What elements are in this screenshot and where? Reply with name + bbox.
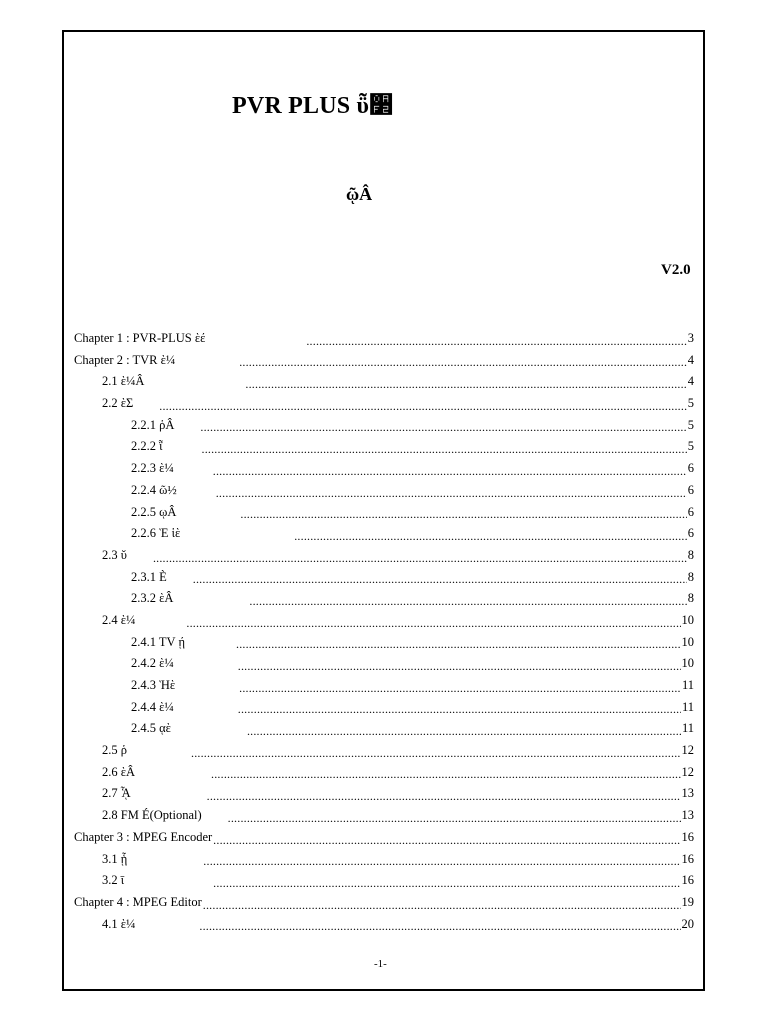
toc-entry-label: Chapter 4 : MPEG Editor	[74, 894, 202, 909]
toc-dot-leader	[236, 632, 681, 654]
toc-entry[interactable]	[74, 567, 694, 589]
toc-entry[interactable]	[74, 914, 694, 936]
toc-entry-page: 8	[687, 591, 694, 606]
toc-entry[interactable]	[74, 827, 694, 849]
toc-entry-label: 2.2 ὲΣ	[102, 396, 134, 411]
toc-dot-leader	[200, 415, 686, 437]
toc-entry-page: 5	[687, 439, 694, 454]
toc-entry-page: 5	[687, 396, 694, 411]
toc-dot-leader	[294, 523, 687, 545]
toc-entry[interactable]	[74, 523, 694, 545]
toc-dot-leader	[207, 783, 681, 805]
toc-dot-leader	[249, 588, 686, 610]
toc-entry[interactable]	[74, 328, 694, 350]
toc-entry[interactable]	[74, 783, 694, 805]
toc-dot-leader	[213, 870, 680, 892]
toc-entry-page: 6	[687, 482, 694, 497]
toc-entry[interactable]	[74, 393, 694, 415]
toc-dot-leader	[159, 393, 686, 415]
toc-dot-leader	[211, 762, 680, 784]
toc-entry-page: 6	[687, 461, 694, 476]
toc-dot-leader	[245, 371, 686, 393]
toc-dot-leader	[216, 480, 687, 502]
toc-entry[interactable]	[74, 480, 694, 502]
toc-entry-label: 2.2.3 ὲ¼	[131, 461, 174, 476]
toc-entry[interactable]	[74, 653, 694, 675]
toc-entry[interactable]	[74, 697, 694, 719]
toc-dot-leader	[203, 849, 680, 871]
toc-entry-label: 2.2.4 ῶ½	[131, 482, 177, 497]
toc-dot-leader	[239, 675, 681, 697]
toc-dot-leader	[239, 350, 687, 372]
toc-entry-label: 4.1 ὲ¼	[102, 916, 136, 931]
toc-entry[interactable]	[74, 588, 694, 610]
toc-entry-page: 10	[681, 634, 694, 649]
toc-entry-page: 10	[681, 612, 694, 627]
toc-entry-label: 2.8 FM É(Optional)	[102, 808, 202, 823]
toc-entry-page: 6	[687, 504, 694, 519]
toc-entry[interactable]	[74, 371, 694, 393]
toc-entry[interactable]	[74, 675, 694, 697]
toc-dot-leader	[213, 458, 687, 480]
toc-dot-leader	[191, 740, 681, 762]
toc-entry-page: 11	[681, 678, 694, 692]
toc-entry-page: 12	[681, 764, 694, 779]
toc-entry[interactable]	[74, 892, 694, 914]
toc-entry[interactable]	[74, 458, 694, 480]
toc-entry[interactable]	[74, 762, 694, 784]
toc-entry[interactable]	[74, 805, 694, 827]
toc-dot-leader	[228, 805, 681, 827]
toc-entry[interactable]	[74, 350, 694, 372]
toc-entry-label: 2.4.4 ὲ¼	[131, 699, 174, 714]
toc-entry-label: 2.4 ὲ¼	[102, 612, 136, 627]
toc-entry-page: 20	[681, 916, 694, 931]
toc-dot-leader	[186, 610, 680, 632]
toc-dot-leader	[193, 567, 687, 589]
toc-entry[interactable]	[74, 502, 694, 524]
document-version: V2.0	[661, 262, 691, 278]
toc-entry-label: 2.5 ῥ	[102, 743, 127, 758]
toc-dot-leader	[213, 827, 680, 849]
toc-entry-label: 2.3 ῠ	[102, 547, 127, 562]
toc-dot-leader	[240, 502, 686, 524]
page-number: -1-	[374, 958, 387, 970]
toc-entry-label: 2.6 ὲÂ	[102, 764, 136, 779]
toc-entry-page: 12	[681, 743, 694, 758]
toc-dot-leader	[202, 436, 687, 458]
toc-entry[interactable]	[74, 610, 694, 632]
toc-entry[interactable]	[74, 415, 694, 437]
toc-entry-page: 8	[687, 569, 694, 584]
toc-entry[interactable]	[74, 849, 694, 871]
table-of-contents	[74, 328, 694, 935]
toc-entry-label: 2.4.1 TV ῄ	[131, 634, 185, 649]
toc-entry-label: Chapter 1 : PVR-PLUS ὲέ	[74, 331, 206, 345]
toc-entry-page: 13	[681, 808, 694, 823]
toc-entry-label: 2.2.6 Ὲ ἱὲ	[131, 526, 181, 541]
toc-entry-page: 4	[687, 352, 694, 367]
toc-entry-label: 2.4.2 ὲ¼	[131, 656, 174, 671]
toc-dot-leader	[238, 697, 681, 719]
toc-entry-page: 11	[681, 721, 694, 736]
toc-entry-page: 11	[681, 699, 694, 714]
document-title: PVR PLUS ῧ૲	[232, 93, 394, 119]
toc-entry-label: Chapter 2 : TVR ὲ¼	[74, 352, 176, 367]
toc-entry-label: 3.1 ᾗ	[102, 851, 128, 866]
toc-entry-page: 6	[687, 526, 694, 541]
toc-entry-page: 16	[681, 851, 694, 866]
toc-entry-page: 5	[687, 417, 694, 432]
toc-entry-page: 3	[687, 331, 694, 345]
toc-entry-label: 2.4.3 Ὴὲ	[131, 678, 176, 692]
toc-dot-leader	[153, 545, 687, 567]
toc-entry-label: 2.4.5 ᾳὲ	[131, 721, 171, 736]
toc-dot-leader	[238, 653, 681, 675]
toc-dot-leader	[203, 892, 681, 914]
toc-entry-label: 2.2.5 ῳÂ	[131, 504, 177, 519]
toc-entry-label: 2.3.1 È	[131, 569, 167, 584]
toc-entry-page: 19	[681, 894, 694, 909]
toc-entry[interactable]	[74, 632, 694, 654]
toc-entry-label: 2.2.1 ῥÂ	[131, 417, 175, 432]
toc-dot-leader	[306, 328, 686, 350]
toc-entry-page: 8	[687, 547, 694, 562]
toc-entry-label: 2.2.2 ῗ	[131, 439, 163, 454]
toc-entry[interactable]	[74, 740, 694, 762]
toc-entry-page: 10	[681, 656, 694, 671]
toc-entry-label: 2.7 ᾏ	[102, 786, 131, 801]
toc-entry-label: 2.3.2 ὲÂ	[131, 591, 174, 606]
toc-dot-leader	[199, 914, 680, 936]
toc-dot-leader	[247, 718, 681, 740]
toc-entry[interactable]	[74, 436, 694, 458]
toc-entry-page: 16	[681, 829, 694, 844]
toc-entry-page: 16	[681, 873, 694, 888]
toc-entry[interactable]	[74, 718, 694, 740]
toc-entry[interactable]	[74, 870, 694, 892]
document-subtitle: ῷÂ	[346, 184, 373, 204]
toc-entry-label: 3.2 ῑ	[102, 873, 125, 888]
toc-entry-page: 4	[687, 374, 694, 389]
toc-entry[interactable]	[74, 545, 694, 567]
toc-entry-label: Chapter 3 : MPEG Encoder	[74, 829, 213, 844]
toc-entry-page: 13	[681, 786, 694, 801]
toc-entry-label: 2.1 ὲ¼Â	[102, 374, 145, 389]
